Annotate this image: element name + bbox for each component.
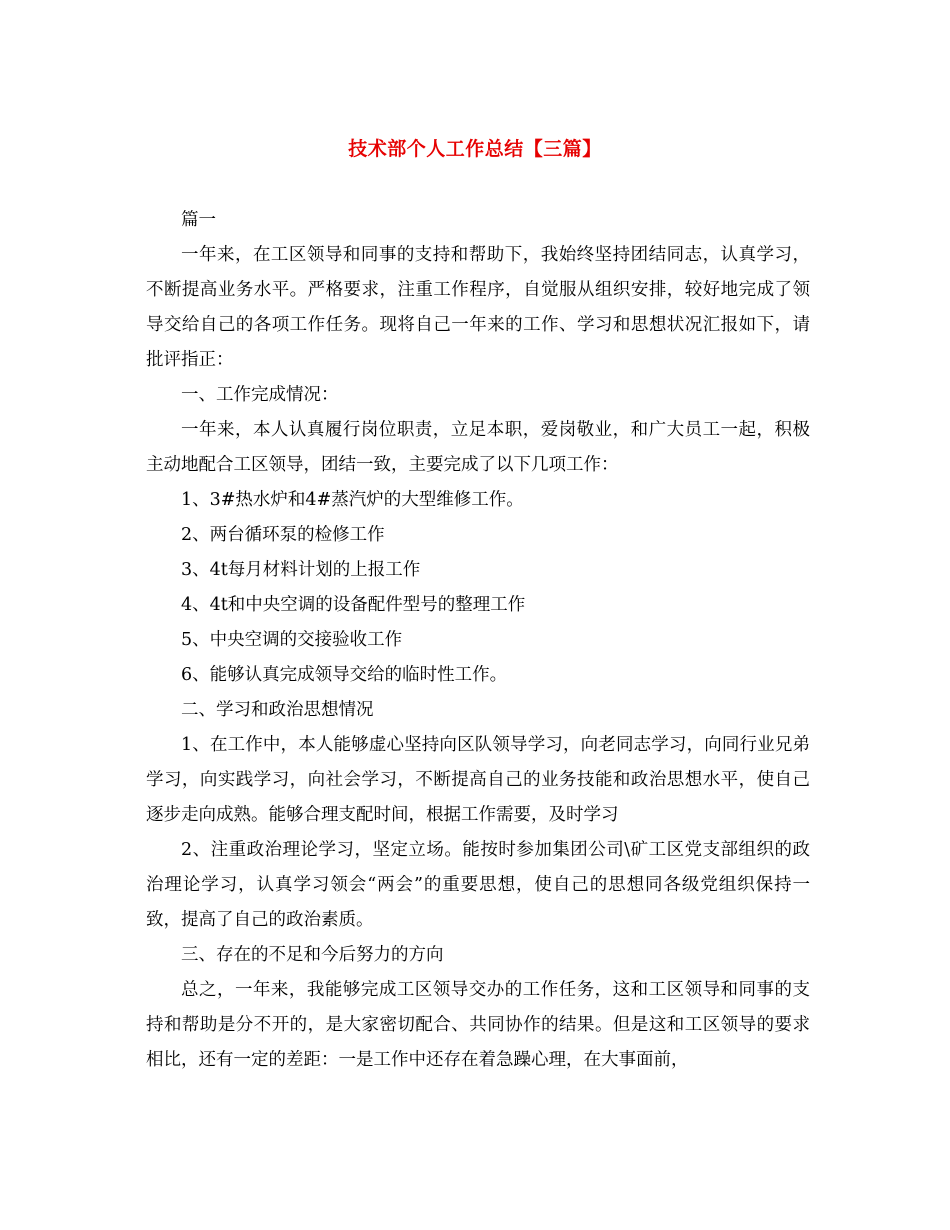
work-summary-paragraph: 一年来，本人认真履行岗位职责，立足本职，爱岗敬业，和广大员工一起，积极主动地配合工区领导，团结一致，主要完成了以下几项工作： [146,420,810,475]
work-item-4: 4、4t和中央空调的设备配件型号的整理工作 [181,595,526,615]
work-item-3: 3、4t每月材料计划的上报工作 [181,560,421,580]
section-heading-study-politics: 二、学习和政治思想情况 [181,700,374,720]
section-heading-shortcomings: 三、存在的不足和今后努力的方向 [181,945,444,965]
section-heading-part-one: 篇一 [181,210,216,230]
document-title: 技术部个人工作总结【三篇】 [348,138,602,160]
intro-paragraph: 一年来，在工区领导和同事的支持和帮助下，我始终坚持团结同志，认真学习，不断提高业务水平。严格要求，注重工作程序，自觉服从组织安排，较好地完成了领导交给自己的各项工作任务。现将自己一年来的工作、学习和思想状况汇报如下，请批评指正： [146,245,810,370]
work-item-5: 5、中央空调的交接验收工作 [181,630,403,650]
section-heading-work-completion: 一、工作完成情况： [181,385,339,405]
work-item-6: 6、能够认真完成领导交给的临时性工作。 [181,665,508,685]
study-paragraph-1: 1、在工作中，本人能够虚心坚持向区队领导学习，向老同志学习，向同行业兄弟学习，向实践学习，向社会学习，不断提高自己的业务技能和政治思想水平，使自己逐步走向成熟。能够合理支配时间，根据工作需要，及时学习 [146,735,810,825]
work-item-1: 1、3#热水炉和4#蒸汽炉的大型维修工作。 [181,490,524,510]
document-body [146,203,810,1078]
work-item-2: 2、两台循环泵的检修工作 [181,525,385,545]
study-paragraph-2: 2、注重政治理论学习，坚定立场。能按时参加集团公司\矿工区党支部组织的政治理论学习，认真学习领会“两会”的重要思想，使自己的思想同各级党组织保持一致，提高了自己的政治素质。 [146,840,810,930]
conclusion-paragraph: 总之，一年来，我能够完成工区领导交办的工作任务，这和工区领导和同事的支持和帮助是分不开的，是大家密切配合、共同协作的结果。但是这和工区领导的要求相比，还有一定的差距：一是工作中还存在着急躁心理，在大事面前， [146,980,810,1070]
